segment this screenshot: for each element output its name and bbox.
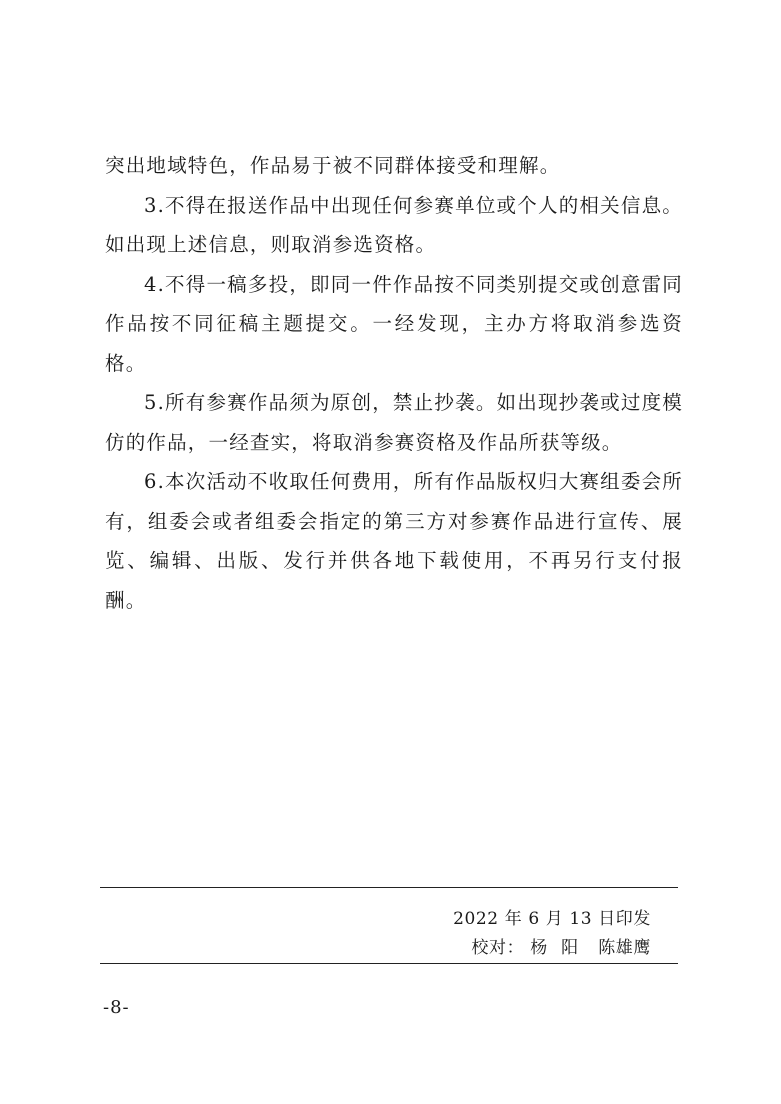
paragraph-item-6: 6.本次活动不收取任何费用，所有作品版权归大赛组委会所有，组委会或者组委会指定的第三方对参赛作品进行宣传、展览、编辑、出版、发行并供各地下载使用，不再另行支付报酬。 bbox=[105, 470, 683, 612]
proofread-line bbox=[471, 933, 651, 958]
proofread-label: 校对： bbox=[471, 938, 525, 958]
body-text bbox=[105, 146, 683, 620]
footer-rule-top bbox=[100, 887, 678, 888]
paragraph-item-4: 4.不得一稿多投，即同一件作品按不同类别提交或创意雷同作品按不同征稿主题提交。一经发现，主办方将取消参选资格。 bbox=[105, 272, 683, 375]
footer-rule-bottom bbox=[100, 963, 678, 964]
paragraph-item-3: 3.不得在报送作品中出现任何参赛单位或个人的相关信息。如出现上述信息，则取消参选资格。 bbox=[105, 193, 683, 256]
page-number: -8- bbox=[103, 997, 130, 1018]
proofreader-name-2: 陈雄鹰 bbox=[598, 938, 651, 958]
paragraph-item-5: 5.所有参赛作品须为原创，禁止抄袭。如出现抄袭或过度模仿的作品，一经查实，将取消参赛资格及作品所获等级。 bbox=[105, 391, 683, 454]
proofreader-name-1: 杨阳 bbox=[530, 938, 593, 958]
print-date: 2022 年 6 月 13 日印发 bbox=[453, 909, 651, 929]
paragraph-continuation: 突出地域特色，作品易于被不同群体接受和理解。 bbox=[105, 154, 561, 177]
